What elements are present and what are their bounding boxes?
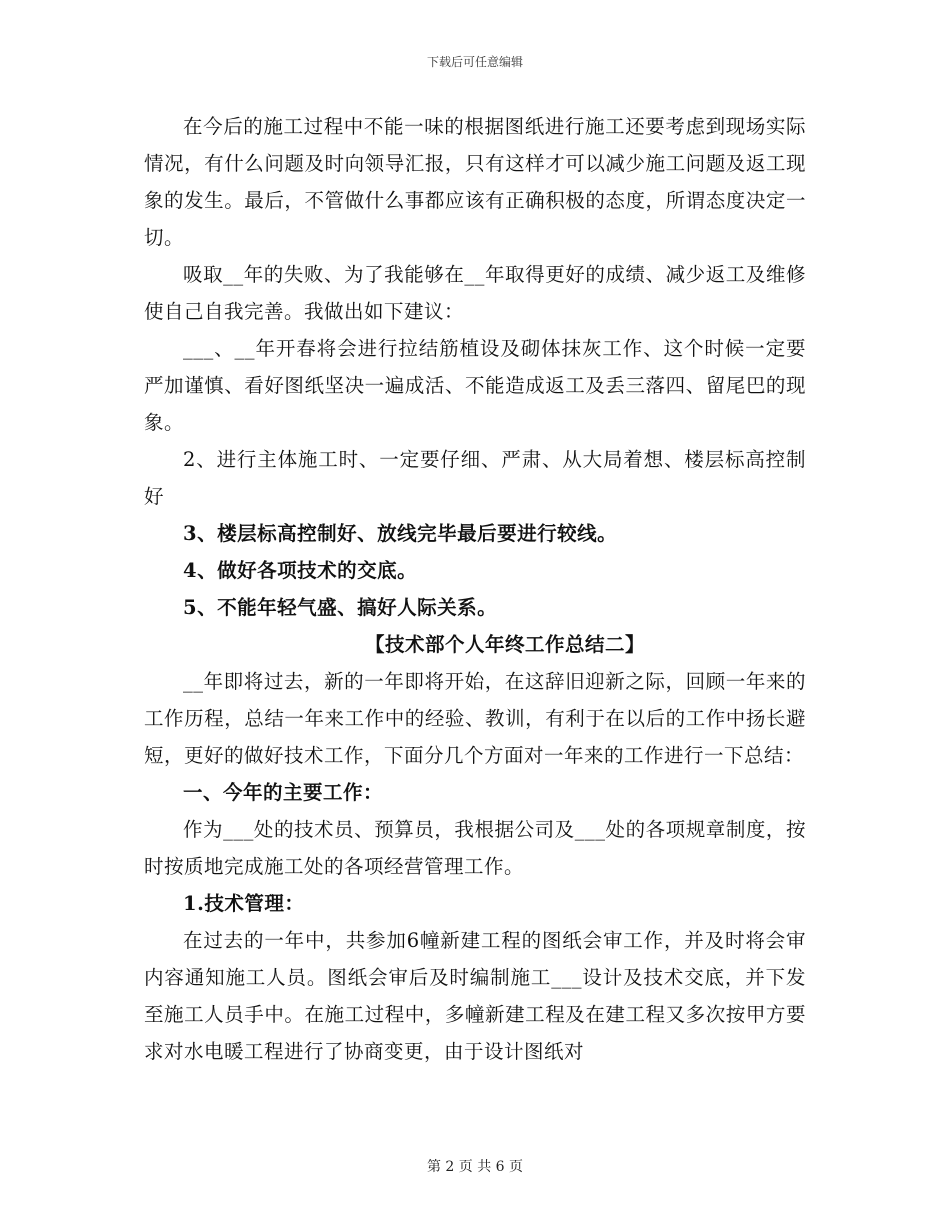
paragraph-4: 2、进行主体施工时、一定要仔细、严肃、从大局着想、楼层标高控制好 bbox=[144, 448, 806, 508]
paragraph-6: 4、做好各项技术的交底。 bbox=[183, 559, 418, 582]
paragraph-9: __年即将过去，新的一年即将开始，在这辞旧迎新之际，回顾一年来的工作历程，总结一年来工作中的经验、教训，有利于在以后的工作中扬长避短，更好的做好技术工作，下面分几个方面对一年来的工作进行一下总结： bbox=[144, 670, 806, 767]
section-title: 【技术部个人年终工作总结二】 bbox=[364, 633, 645, 656]
document-body bbox=[144, 108, 806, 1070]
page-footer: 第 2 页 共 6 页 bbox=[426, 1159, 524, 1175]
heading-main-work: 一、今年的主要工作： bbox=[183, 781, 384, 804]
paragraph-7: 5、不能年轻气盛、搞好人际关系。 bbox=[183, 596, 498, 619]
paragraph-2: 吸取__年的失败、为了我能够在__年取得更好的成绩、减少返工及维修使自己自我完善。我做出如下建议： bbox=[144, 263, 806, 323]
paragraph-5: 3、楼层标高控制好、放线完毕最后要进行较线。 bbox=[183, 522, 618, 545]
paragraph-3: ___、__年开春将会进行拉结筋植设及砌体抹灰工作、这个时候一定要严加谨慎、看好图纸坚决一遍成活、不能造成返工及丢三落四、留尾巴的现象。 bbox=[144, 337, 806, 434]
paragraph-11: 作为___处的技术员、预算员，我根据公司及___处的各项规章制度，按时按质地完成施工处的各项经营管理工作。 bbox=[144, 818, 806, 878]
paragraph-1: 在今后的施工过程中不能一味的根据图纸进行施工还要考虑到现场实际情况，有什么问题及时向领导汇报，只有这样才可以减少施工问题及返工现象的发生。最后，不管做什么事都应该有正确积极的态度，所谓态度决定一切。 bbox=[144, 115, 806, 249]
paragraph-13: 在过去的一年中，共参加6幢新建工程的图纸会审工作，并及时将会审内容通知施工人员。图纸会审后及时编制施工___设计及技术交底，并下发至施工人员手中。在施工过程中，多幢新建工程及在建工程又多次按甲方要求对水电暖工程进行了协商变更，由于设计图纸对 bbox=[144, 929, 806, 1063]
page-header: 下载后可任意编辑 bbox=[426, 55, 523, 69]
heading-tech-management: 1.技术管理： bbox=[183, 892, 305, 915]
